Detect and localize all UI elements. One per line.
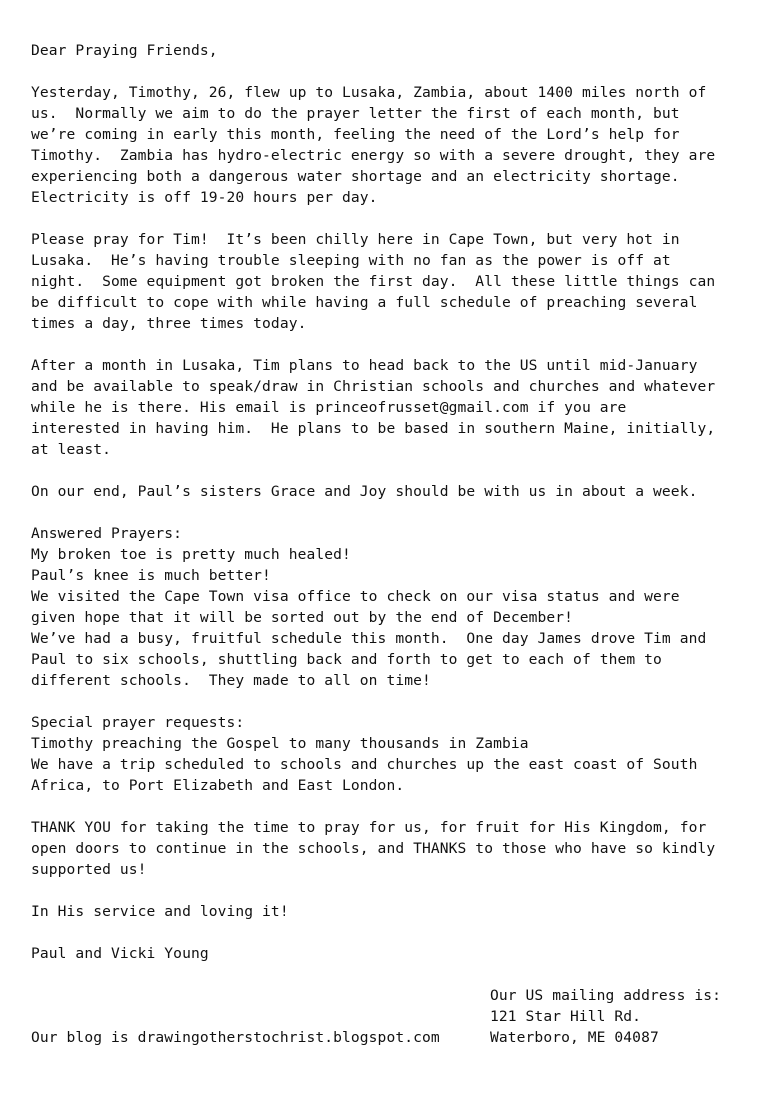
text-line: Paul’s knee is much better! [31, 567, 271, 584]
text-line: interested in having him. He plans to be based in southern Maine, initially, [31, 420, 716, 437]
text-line: open doors to continue in the schools, and THANKS to those who have so kindly [31, 840, 716, 857]
text-line: Dear Praying Friends, [31, 42, 218, 59]
text-line: Please pray for Tim! It’s been chilly here in Cape Town, but very hot in [31, 231, 680, 248]
paragraph [31, 82, 751, 208]
paragraph [31, 481, 751, 502]
text-line: different schools. They made to all on time! [31, 672, 431, 689]
address-heading: Our US mailing address is: [490, 987, 722, 1004]
paragraph [31, 229, 751, 334]
text-line: and be available to speak/draw in Christian schools and churches and whatever [31, 378, 716, 395]
text-line: times a day, three times today. [31, 315, 307, 332]
text-line: Africa, to Port Elizabeth and East London. [31, 777, 405, 794]
text-line: experiencing both a dangerous water shortage and an electricity shortage. [31, 168, 680, 185]
text-line: Yesterday, Timothy, 26, flew up to Lusaka, Zambia, about 1400 miles north of [31, 84, 707, 101]
text-line: On our end, Paul’s sisters Grace and Joy should be with us in about a week. [31, 483, 698, 500]
text-line: night. Some equipment got broken the first day. All these little things can [31, 273, 716, 290]
text-line: Timothy preaching the Gospel to many thousands in Zambia [31, 735, 529, 752]
mailing-address [490, 985, 721, 1048]
text-line: supported us! [31, 861, 147, 878]
blog-line: Our blog is drawingotherstochrist.blogspot.com [31, 1029, 440, 1046]
text-line: Paul to six schools, shuttling back and forth to get to each of them to [31, 651, 662, 668]
letter-body [31, 40, 751, 985]
paragraph [31, 817, 751, 880]
text-line: We’ve had a busy, fruitful schedule this month. One day James drove Tim and [31, 630, 707, 647]
paragraph [31, 40, 751, 61]
text-line: us. Normally we aim to do the prayer letter the first of each month, but [31, 105, 680, 122]
text-line: while he is there. His email is princeofrusset@gmail.com if you are [31, 399, 627, 416]
text-line: Answered Prayers: [31, 525, 183, 542]
text-line: In His service and loving it! [31, 903, 289, 920]
text-line: Special prayer requests: [31, 714, 245, 731]
paragraph [31, 355, 751, 460]
text-line: Timothy. Zambia has hydro-electric energy so with a severe drought, they are [31, 147, 716, 164]
text-line: THANK YOU for taking the time to pray for us, for fruit for His Kingdom, for [31, 819, 707, 836]
address-city: Waterboro, ME 04087 [490, 1029, 659, 1046]
text-line: be difficult to cope with while having a full schedule of preaching several [31, 294, 698, 311]
text-line: we’re coming in early this month, feeling the need of the Lord’s help for [31, 126, 680, 143]
text-line: My broken toe is pretty much healed! [31, 546, 351, 563]
text-line: We visited the Cape Town visa office to check on our visa status and were [31, 588, 680, 605]
text-line: at least. [31, 441, 111, 458]
text-line: Paul and Vicki Young [31, 945, 209, 962]
paragraph [31, 523, 751, 691]
text-line: given hope that it will be sorted out by the end of December! [31, 609, 574, 626]
text-line: We have a trip scheduled to schools and churches up the east coast of South [31, 756, 698, 773]
paragraph [31, 712, 751, 796]
paragraph [31, 901, 751, 922]
text-line: After a month in Lusaka, Tim plans to head back to the US until mid-January [31, 357, 698, 374]
text-line: Electricity is off 19-20 hours per day. [31, 189, 378, 206]
paragraph [31, 943, 751, 964]
address-street: 121 Star Hill Rd. [490, 1008, 642, 1025]
text-line: Lusaka. He’s having trouble sleeping with no fan as the power is off at [31, 252, 671, 269]
